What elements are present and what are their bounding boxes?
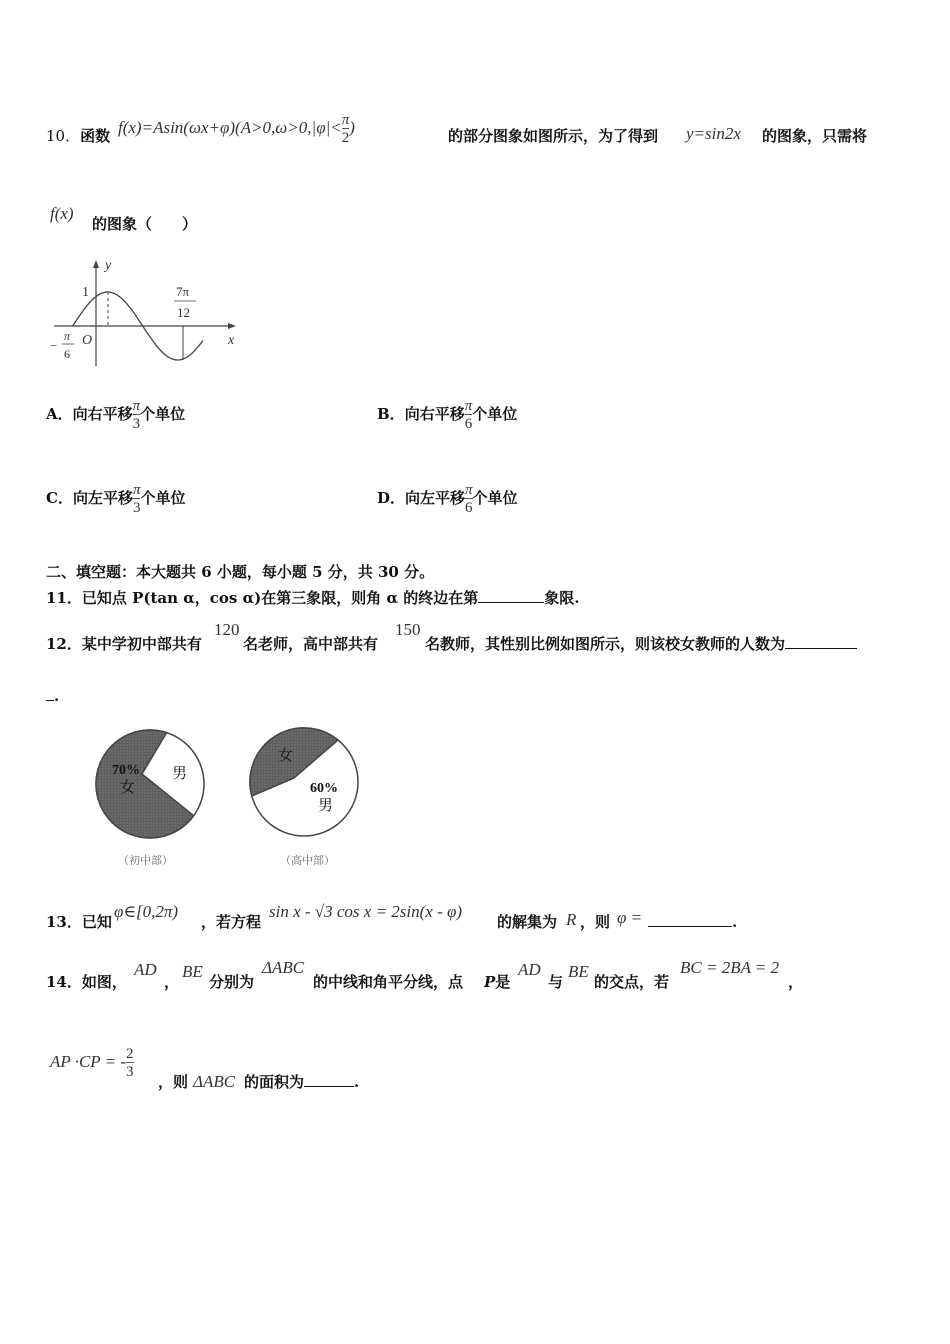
q10-mid-text: 的部分图象如图所示，为了得到 — [448, 127, 659, 145]
q12-n2 — [395, 620, 421, 640]
q12-blank-cont[interactable] — [46, 686, 54, 701]
tick-right-num: 7π — [176, 284, 190, 299]
q14-tri2 — [193, 1072, 235, 1092]
option-post: 个单位 — [472, 489, 518, 507]
q14-comma-text: ， — [164, 973, 180, 991]
q14-BE2 — [568, 962, 589, 982]
option-post: 个单位 — [140, 405, 186, 423]
q13-eq — [269, 902, 462, 922]
q14-text-e: 与 — [548, 973, 564, 991]
q14-P — [484, 972, 510, 992]
option-frac — [465, 482, 473, 516]
q13-cond — [114, 902, 178, 922]
q13-phi-symbol: φ = — [617, 908, 643, 927]
q14-e — [548, 972, 563, 992]
tick-right-den: 12 — [177, 305, 190, 320]
q13-start — [46, 912, 112, 932]
q11-blank[interactable] — [478, 588, 544, 603]
tick-left-num: π — [64, 329, 71, 343]
q14-BE2-symbol: BE — [568, 962, 589, 981]
q14-end-dot: . — [354, 1073, 360, 1091]
q12-blank[interactable] — [785, 634, 857, 649]
pie-junior-female-label: 女 — [120, 780, 136, 796]
pie-senior-male-label: 男 — [318, 798, 334, 814]
option-post: 个单位 — [472, 405, 518, 423]
q14-line2 — [50, 1046, 134, 1080]
option-letter: D． — [377, 489, 406, 507]
q11-text: 11．已知点 P(tan α，cos α)在第三象限，则角 α 的终边在第 — [46, 589, 479, 607]
origin-label: O — [82, 333, 93, 348]
frac-num: π — [132, 398, 141, 414]
q14-i — [244, 1072, 359, 1092]
pie-junior-male-label: 男 — [172, 766, 188, 782]
q12-c — [425, 634, 857, 654]
pie-senior-caption: （高中部） — [280, 855, 335, 867]
q13-c — [497, 912, 557, 932]
q14-text-f: 的交点，若 — [594, 973, 670, 991]
q13-d — [580, 912, 610, 932]
q14-start — [46, 972, 127, 992]
q13-phi — [617, 908, 642, 928]
option-d[interactable] — [377, 482, 518, 516]
q12-b — [243, 634, 378, 654]
q10-number: 10． — [46, 127, 81, 145]
q14-text-c: 的中线和角平分线，点 — [313, 973, 464, 991]
q11 — [46, 588, 579, 608]
q10-mid — [448, 126, 658, 146]
q14-triangle: ΔABC — [262, 958, 305, 977]
option-a[interactable] — [46, 398, 185, 432]
q10-image-text: 的图象（ ） — [92, 215, 198, 233]
option-post: 个单位 — [140, 489, 186, 507]
q13-b — [201, 912, 261, 932]
q13-equation: sin x - √3 cos x = 2sin(x - φ) — [269, 902, 463, 921]
option-letter: C． — [46, 489, 73, 507]
q12-number: 12． — [46, 635, 82, 653]
frac-den: 2 — [341, 130, 350, 146]
q10-line2-text — [92, 214, 197, 234]
x-label: x — [228, 333, 235, 348]
q10-lead: 函数 — [80, 127, 111, 145]
pie-senior — [250, 728, 358, 867]
pie-senior-female-label: 女 — [278, 748, 294, 764]
q13-blank-wrap — [648, 912, 737, 932]
q14-b — [209, 972, 254, 992]
option-pre: 向右平移 — [72, 405, 133, 423]
q12-n2-value: 150 — [395, 620, 421, 639]
q13-text-c: 的解集为 — [497, 913, 558, 931]
q14-c — [313, 972, 463, 992]
q14-AD-symbol: AD — [134, 960, 157, 979]
q13-blank[interactable] — [648, 912, 732, 927]
q14-BE-symbol: BE — [182, 962, 203, 981]
q12-text-c: 名教师，其性别比例如图所示，则该校女教师的人数为 — [425, 635, 786, 653]
pie-charts — [90, 720, 380, 870]
q14-text-d: 是 — [495, 973, 511, 991]
option-pre: 向左平移 — [72, 489, 133, 507]
q12-n1-value: 120 — [214, 620, 240, 639]
q14-text-a: 如图， — [81, 973, 127, 991]
frac-den: 6 — [464, 416, 473, 432]
q13-text-a: 已知 — [81, 913, 112, 931]
q13-text-b: ，若方程 — [201, 913, 262, 931]
q10-formula-close: ) — [349, 118, 355, 137]
y-axis-arrow — [93, 260, 99, 268]
frac-den: 3 — [132, 500, 141, 516]
frac-num: π — [465, 482, 473, 498]
q13-R — [566, 910, 576, 930]
q14-f — [594, 972, 669, 992]
option-b[interactable] — [377, 398, 517, 432]
frac-num: 2 — [126, 1046, 134, 1062]
one-label: 1 — [82, 285, 89, 300]
q10-formula-text: f(x)=Asin(ωx+φ)(A>0,ω>0,|φ|< — [118, 118, 342, 137]
q14-text-i: 的面积为 — [244, 1073, 305, 1091]
option-letter: B． — [377, 405, 405, 423]
frac-num: π — [464, 398, 473, 414]
q13-text-d: ，则 — [580, 913, 611, 931]
q14-P-symbol: P — [484, 973, 496, 991]
option-pre: 向左平移 — [405, 489, 466, 507]
q14-text-g: ， — [788, 973, 804, 991]
q10-line2 — [50, 204, 74, 224]
q14-dot-product: AP ·CP = - — [50, 1052, 127, 1071]
frac-den: 6 — [465, 500, 473, 516]
q12-end — [46, 686, 59, 706]
q14-AD2-symbol: AD — [518, 960, 541, 979]
q10-formula — [118, 112, 355, 146]
q12-line — [46, 634, 202, 654]
y-label: y — [105, 258, 112, 273]
q14-g — [788, 972, 803, 992]
q14-h — [158, 1072, 188, 1092]
q13-R-symbol: R — [566, 910, 577, 929]
q14-number: 14． — [46, 973, 82, 991]
q10-line1 — [46, 126, 110, 146]
pie-junior-pct: 70% — [112, 763, 140, 778]
q14-AD — [134, 960, 157, 980]
q14-triangle2: ΔABC — [193, 1072, 236, 1091]
frac-num: π — [132, 482, 141, 498]
q11-post: 象限. — [544, 589, 580, 607]
q12-text-a: 某中学初中部共有 — [81, 635, 202, 653]
q13-number: 13． — [46, 913, 82, 931]
q14-cond — [680, 958, 779, 978]
pie-junior-caption: （初中部） — [118, 855, 173, 867]
tick-left-sign: − — [50, 338, 58, 353]
q13-cond-formula: φ∈[0,2π) — [114, 902, 179, 921]
frac-num: π — [341, 112, 350, 128]
q10-fx: f(x) — [50, 204, 74, 223]
sine-graph — [44, 254, 249, 374]
q14-blank[interactable] — [304, 1072, 354, 1087]
q14-tri — [262, 958, 304, 978]
q14-text-b: 分别为 — [209, 973, 255, 991]
option-pre: 向右平移 — [404, 405, 465, 423]
q12-end-dot: . — [54, 687, 60, 705]
q10-target-formula: y=sin2x — [686, 124, 741, 143]
pie-senior-pct: 60% — [310, 781, 338, 796]
q14-frac — [126, 1046, 134, 1080]
q14-text-h: ，则 — [158, 1073, 189, 1091]
q10-target — [686, 124, 741, 144]
q14-AD2 — [518, 960, 541, 980]
q12-n1 — [214, 620, 240, 640]
option-c[interactable] — [46, 482, 186, 516]
option-letter: A． — [46, 405, 73, 423]
q14-cond-formula: BC = 2BA = 2 — [680, 958, 780, 977]
tick-left-den: 6 — [64, 347, 70, 361]
q14-BE — [182, 962, 203, 982]
q14-comma — [164, 972, 179, 992]
q10-tail-text: 的图象，只需将 — [762, 127, 868, 145]
q10-tail — [762, 126, 867, 146]
q13-end-dot: . — [732, 913, 738, 931]
q12-text-b: 名老师，高中部共有 — [243, 635, 379, 653]
x-axis-arrow — [228, 323, 236, 329]
frac-den: 3 — [132, 416, 141, 432]
frac-den: 3 — [126, 1064, 134, 1080]
section-heading: 二、填空题：本大题共 6 小题，每小题 5 分，共 30 分。 — [46, 563, 435, 581]
pie-junior — [96, 730, 204, 867]
